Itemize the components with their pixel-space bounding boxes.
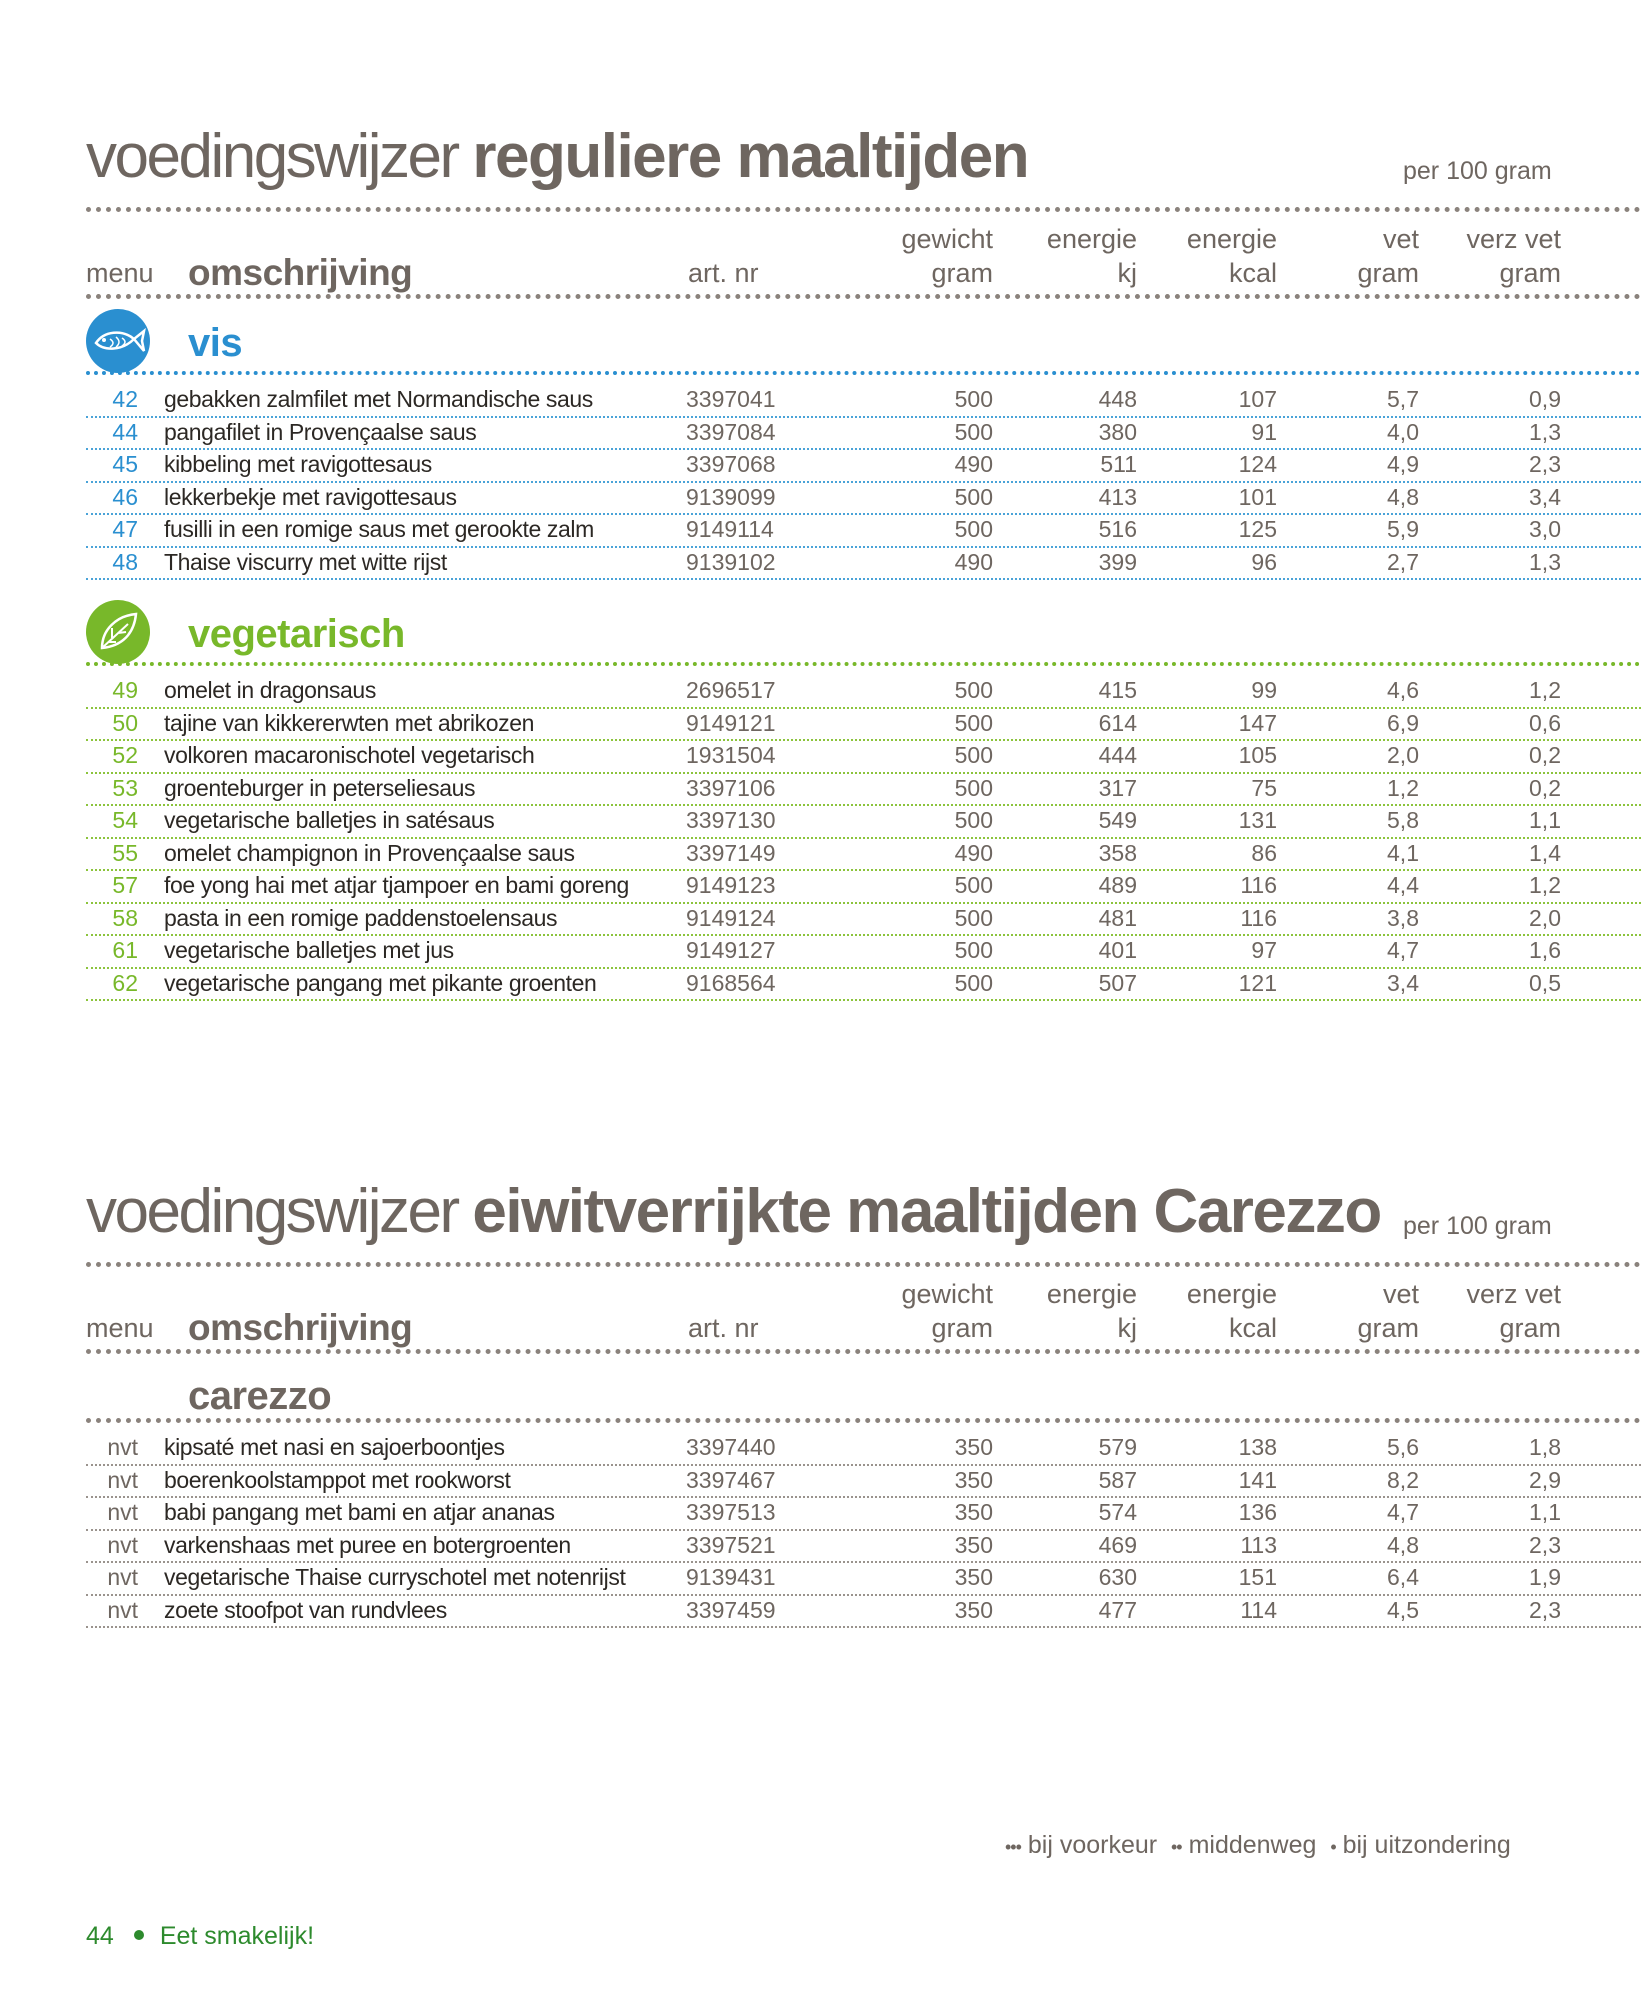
cell-fat-gram: 4,6 [1387,677,1419,703]
table-row [86,548,1641,581]
cell-description: volkoren macaronischotel vegetarisch [164,742,535,768]
cell-energy-kcal: 86 [1251,839,1277,866]
cell-article-number: 9139102 [686,548,776,575]
cell-saturated-fat-gram: 1,8 [1529,1434,1561,1460]
cell-description: vegetarische balletjes met jus [164,937,454,963]
carezzo-table-header [86,1267,1641,1349]
cell-saturated-fat-gram: 0,2 [1529,774,1561,801]
category-carezzo [86,1354,1641,1418]
cell-description: tajine van kikkererwten met abrikozen [164,709,534,736]
cell-description: omelet in dragonsaus [164,677,376,703]
cell-fat-gram: 5,9 [1387,516,1419,542]
cell-fat-gram: 3,4 [1387,969,1419,996]
cell-energy-kcal: 141 [1238,1466,1277,1493]
cell-weight-gram: 500 [954,742,993,768]
cell-menu-number: 62 [112,969,138,996]
cell-saturated-fat-gram: 3,0 [1529,516,1561,542]
cell-fat-gram: 6,4 [1387,1564,1419,1590]
divider [86,662,1641,666]
cell-description: vegetarische pangang met pikante groenten [164,969,597,996]
header-gewicht: gewicht gram [901,224,993,288]
regular-per-100-gram: per 100 gram [1403,157,1552,185]
cell-description: pangafilet in Provençaalse saus [164,418,477,445]
legend-bij-voorkeur: bij voorkeur [1027,1831,1158,1859]
table-row [86,1596,1641,1629]
cell-fat-gram: 8,2 [1387,1466,1419,1493]
cell-weight-gram: 490 [954,548,993,575]
cell-description: Thaise viscurry met witte rijst [164,548,447,575]
cell-saturated-fat-gram: 2,3 [1529,1596,1561,1623]
cell-fat-gram: 2,0 [1387,742,1419,768]
cell-fat-gram: 4,7 [1387,1499,1419,1525]
cell-saturated-fat-gram: 0,9 [1529,386,1561,412]
cell-energy-kcal: 101 [1238,483,1277,510]
footer-bullet-icon [134,1930,144,1940]
table-row [86,483,1641,516]
cell-fat-gram: 4,1 [1387,839,1419,866]
cell-energy-kj: 358 [1098,839,1137,866]
header-energie-kcal: energie kcal [1186,224,1277,288]
cell-menu-number: nvt [107,1466,138,1493]
table-row [86,709,1641,742]
legend-middenweg: middenweg [1188,1831,1317,1859]
cell-energy-kcal: 99 [1251,677,1277,703]
cell-energy-kcal: 125 [1238,516,1277,542]
cell-article-number: 9168564 [686,969,776,996]
cell-article-number: 3397041 [686,386,776,412]
cell-article-number: 9149114 [686,516,774,542]
cell-energy-kcal: 75 [1251,774,1277,801]
carezzo-meals-section [86,1163,1641,1628]
table-row [86,904,1641,937]
cell-menu-number: 61 [112,937,138,963]
cell-description: lekkerbekje met ravigottesaus [164,483,457,510]
header-vet: vet gram [1357,224,1419,288]
cell-energy-kcal: 113 [1240,1531,1277,1558]
carezzo-title-light: voedingswijzer [86,1177,458,1246]
cell-weight-gram: 500 [954,872,993,898]
legend-bij-uitzondering: bij uitzondering [1342,1831,1511,1859]
regular-meals-section [86,108,1641,1001]
cell-energy-kcal: 116 [1240,872,1277,898]
cell-menu-number: 47 [112,516,138,542]
cell-energy-kj: 587 [1098,1466,1137,1493]
cell-weight-gram: 500 [954,904,993,931]
cell-description: vegetarische balletjes in satésaus [164,807,495,833]
cell-article-number: 3397149 [686,839,776,866]
table-row [86,1531,1641,1564]
cell-article-number: 3397513 [686,1499,776,1525]
cell-energy-kj: 399 [1098,548,1137,575]
legend [1005,1831,1511,1860]
cell-fat-gram: 4,0 [1387,418,1419,445]
table-row [86,515,1641,548]
cell-saturated-fat-gram: 1,3 [1529,548,1561,575]
legend-dots-3: ••• [1005,1837,1021,1857]
cell-description: kipsaté met nasi en sajoerboontjes [164,1434,505,1460]
cell-weight-gram: 500 [954,709,993,736]
cell-fat-gram: 5,6 [1387,1434,1419,1460]
cell-saturated-fat-gram: 0,2 [1529,742,1561,768]
cell-weight-gram: 500 [954,969,993,996]
table-row [86,871,1641,904]
cell-article-number: 3397459 [686,1596,776,1623]
cell-article-number: 1931504 [686,742,776,768]
cell-energy-kj: 481 [1098,904,1137,931]
cell-energy-kcal: 107 [1238,386,1277,412]
regular-title-bold: reguliere maaltijden [472,122,1029,191]
cell-saturated-fat-gram: 1,4 [1529,839,1561,866]
cell-description: fusilli in een romige saus met gerookte zalm [164,516,594,542]
cell-fat-gram: 4,7 [1387,937,1419,963]
cell-energy-kj: 614 [1098,709,1137,736]
cell-saturated-fat-gram: 1,3 [1529,418,1561,445]
table-row [86,385,1641,418]
cell-menu-number: 50 [112,709,138,736]
cell-energy-kcal: 138 [1238,1434,1277,1460]
cell-menu-number: 53 [112,774,138,801]
cell-energy-kj: 489 [1098,872,1137,898]
header-energie-kcal: energie kcal [1186,1279,1277,1343]
cell-energy-kcal: 131 [1238,807,1277,833]
legend-dots-1: • [1330,1837,1336,1857]
cell-weight-gram: 490 [954,839,993,866]
cell-saturated-fat-gram: 1,1 [1529,807,1561,833]
carezzo-table-body [86,1433,1641,1628]
cell-article-number: 9139431 [686,1564,776,1590]
cell-energy-kcal: 121 [1238,969,1277,996]
regular-table-header [86,212,1641,294]
cell-energy-kcal: 96 [1251,548,1277,575]
cell-fat-gram: 5,7 [1387,386,1419,412]
table-row [86,1563,1641,1596]
cell-saturated-fat-gram: 2,3 [1529,1531,1561,1558]
cell-saturated-fat-gram: 1,2 [1529,872,1561,898]
cell-menu-number: 46 [112,483,138,510]
cell-article-number: 3397106 [686,774,776,801]
cell-energy-kcal: 91 [1251,418,1277,445]
fish-icon [86,309,150,373]
table-row [86,676,1641,709]
cell-weight-gram: 500 [954,807,993,833]
table-row [86,936,1641,969]
cell-menu-number: nvt [107,1531,138,1558]
cell-menu-number: 54 [112,807,138,833]
category-label-vis: vis [188,321,243,365]
leaf-icon [86,600,150,664]
table-row [86,418,1641,451]
cell-description: zoete stoofpot van rundvlees [164,1596,447,1623]
cell-weight-gram: 350 [954,1499,993,1525]
cell-energy-kj: 401 [1098,937,1137,963]
category-vis [86,299,1641,371]
header-menu: menu [86,1313,154,1343]
table-row [86,969,1641,1002]
header-omschrijving: omschrijving [188,252,413,293]
cell-description: gebakken zalmfilet met Normandische saus [164,386,593,412]
cell-menu-number: nvt [107,1434,138,1460]
cell-description: omelet champignon in Provençaalse saus [164,839,575,866]
cell-saturated-fat-gram: 0,6 [1529,709,1561,736]
cell-saturated-fat-gram: 1,9 [1529,1564,1561,1590]
cell-article-number: 9149124 [686,904,776,931]
header-omschrijving: omschrijving [188,1307,413,1348]
header-gewicht: gewicht gram [901,1279,993,1343]
cell-article-number: 9149121 [686,709,776,736]
cell-fat-gram: 4,5 [1387,1596,1419,1623]
cell-energy-kj: 444 [1098,742,1137,768]
cell-description: pasta in een romige paddenstoelensaus [164,904,558,931]
header-energie-kj: energie kj [1046,224,1137,288]
cell-weight-gram: 500 [954,483,993,510]
cell-description: kibbeling met ravigottesaus [164,451,432,477]
carezzo-title-bold: eiwitverrijkte maaltijden Carezzo [472,1177,1381,1246]
cell-article-number: 2696517 [686,677,776,703]
cell-energy-kj: 413 [1098,483,1137,510]
cell-article-number: 3397521 [686,1531,776,1558]
cell-fat-gram: 3,8 [1387,904,1419,931]
cell-weight-gram: 350 [954,1466,993,1493]
header-artnr: art. nr [688,258,759,288]
cell-article-number: 3397440 [686,1434,776,1460]
cell-article-number: 9149127 [686,937,776,963]
cell-description: groenteburger in peterseliesaus [164,774,476,801]
cell-energy-kj: 574 [1098,1499,1137,1525]
cell-fat-gram: 4,8 [1387,1531,1419,1558]
table-row [86,1466,1641,1499]
cell-saturated-fat-gram: 2,0 [1529,904,1561,931]
cell-energy-kj: 469 [1098,1531,1137,1558]
regular-title-row [86,108,1641,191]
cell-energy-kj: 507 [1098,969,1137,996]
cell-saturated-fat-gram: 2,9 [1529,1466,1561,1493]
cell-description: boerenkoolstamppot met rookworst [164,1466,511,1493]
regular-title [86,122,1029,191]
cell-energy-kcal: 124 [1238,451,1277,477]
table-row [86,741,1641,774]
cell-menu-number: 57 [112,872,138,898]
header-artnr: art. nr [688,1313,759,1343]
cell-fat-gram: 6,9 [1387,709,1419,736]
cell-energy-kj: 516 [1098,516,1137,542]
footer-text: Eet smakelijk! [159,1922,315,1950]
cell-energy-kcal: 151 [1238,1564,1277,1590]
cell-menu-number: 58 [112,904,138,931]
header-verz-vet: verz vet gram [1466,224,1561,288]
cell-description: varkenshaas met puree en botergroenten [164,1531,571,1558]
page-number: 44 [86,1922,114,1950]
cell-weight-gram: 350 [954,1434,993,1460]
cell-weight-gram: 490 [954,451,993,477]
cell-article-number: 9139099 [686,483,776,510]
cell-energy-kj: 380 [1098,418,1137,445]
cell-energy-kcal: 114 [1240,1596,1277,1623]
cell-energy-kcal: 97 [1251,937,1277,963]
cell-energy-kcal: 116 [1240,904,1277,931]
category-vegetarisch [86,590,1641,662]
cell-fat-gram: 5,8 [1387,807,1419,833]
cell-article-number: 3397130 [686,807,776,833]
cell-fat-gram: 4,4 [1387,872,1419,898]
cell-saturated-fat-gram: 3,4 [1529,483,1561,510]
cell-saturated-fat-gram: 1,2 [1529,677,1561,703]
category-label-carezzo: carezzo [188,1374,332,1418]
category-label-vegetarisch: vegetarisch [188,612,405,656]
cell-weight-gram: 350 [954,1596,993,1623]
cell-menu-number: 55 [112,839,138,866]
carezzo-title-row [86,1163,1641,1246]
table-row [86,1498,1641,1531]
cell-weight-gram: 500 [954,774,993,801]
cell-description: foe yong hai met atjar tjampoer en bami goreng [164,872,629,898]
cell-weight-gram: 500 [954,677,993,703]
legend-dots-2: •• [1171,1837,1182,1857]
cell-menu-number: nvt [107,1596,138,1623]
cell-saturated-fat-gram: 0,5 [1529,969,1561,996]
header-energie-kj: energie kj [1046,1279,1137,1343]
cell-description: babi pangang met bami en atjar ananas [164,1499,555,1525]
table-row [86,839,1641,872]
cell-weight-gram: 500 [954,937,993,963]
cell-weight-gram: 500 [954,516,993,542]
cell-article-number: 3397068 [686,451,776,477]
cell-energy-kj: 415 [1098,677,1137,703]
table-row [86,450,1641,483]
regular-title-light: voedingswijzer [86,122,458,191]
cell-saturated-fat-gram: 2,3 [1529,451,1561,477]
cell-menu-number: 42 [112,386,138,412]
cell-article-number: 3397467 [686,1466,776,1493]
cell-description: vegetarische Thaise curryschotel met notenrijst [164,1564,626,1590]
cell-energy-kcal: 147 [1238,709,1277,736]
cell-menu-number: 49 [112,677,138,703]
table-row [86,774,1641,807]
cell-energy-kcal: 136 [1238,1499,1277,1525]
cell-energy-kcal: 105 [1238,742,1277,768]
table-row [86,806,1641,839]
cell-energy-kj: 579 [1098,1434,1137,1460]
header-menu: menu [86,258,154,288]
page-footer [86,1922,314,1951]
cell-energy-kj: 630 [1098,1564,1137,1590]
carezzo-title [86,1177,1381,1246]
cell-fat-gram: 1,2 [1387,774,1419,801]
cell-energy-kj: 448 [1098,386,1137,412]
cell-menu-number: nvt [107,1564,138,1590]
cell-fat-gram: 4,9 [1387,451,1419,477]
cell-menu-number: 44 [112,418,138,445]
cell-energy-kj: 511 [1100,451,1137,477]
cell-weight-gram: 350 [954,1564,993,1590]
cell-weight-gram: 350 [954,1531,993,1558]
vis-table-body [86,385,1641,580]
cell-menu-number: 52 [112,742,138,768]
cell-menu-number: 45 [112,451,138,477]
cell-fat-gram: 4,8 [1387,483,1419,510]
cell-saturated-fat-gram: 1,6 [1529,937,1561,963]
cell-energy-kj: 549 [1098,807,1137,833]
cell-menu-number: 48 [112,548,138,575]
header-verz-vet: verz vet gram [1466,1279,1561,1343]
cell-weight-gram: 500 [954,386,993,412]
cell-menu-number: nvt [107,1499,138,1525]
cell-weight-gram: 500 [954,418,993,445]
cell-energy-kj: 317 [1098,774,1137,801]
header-vet: vet gram [1357,1279,1419,1343]
vegetarisch-table-body [86,676,1641,1001]
table-row [86,1433,1641,1466]
cell-saturated-fat-gram: 1,1 [1529,1499,1561,1525]
cell-energy-kj: 477 [1098,1596,1137,1623]
carezzo-per-100-gram: per 100 gram [1403,1212,1552,1240]
cell-article-number: 3397084 [686,418,776,445]
cell-article-number: 9149123 [686,872,776,898]
cell-fat-gram: 2,7 [1387,548,1419,575]
divider [86,371,1641,375]
